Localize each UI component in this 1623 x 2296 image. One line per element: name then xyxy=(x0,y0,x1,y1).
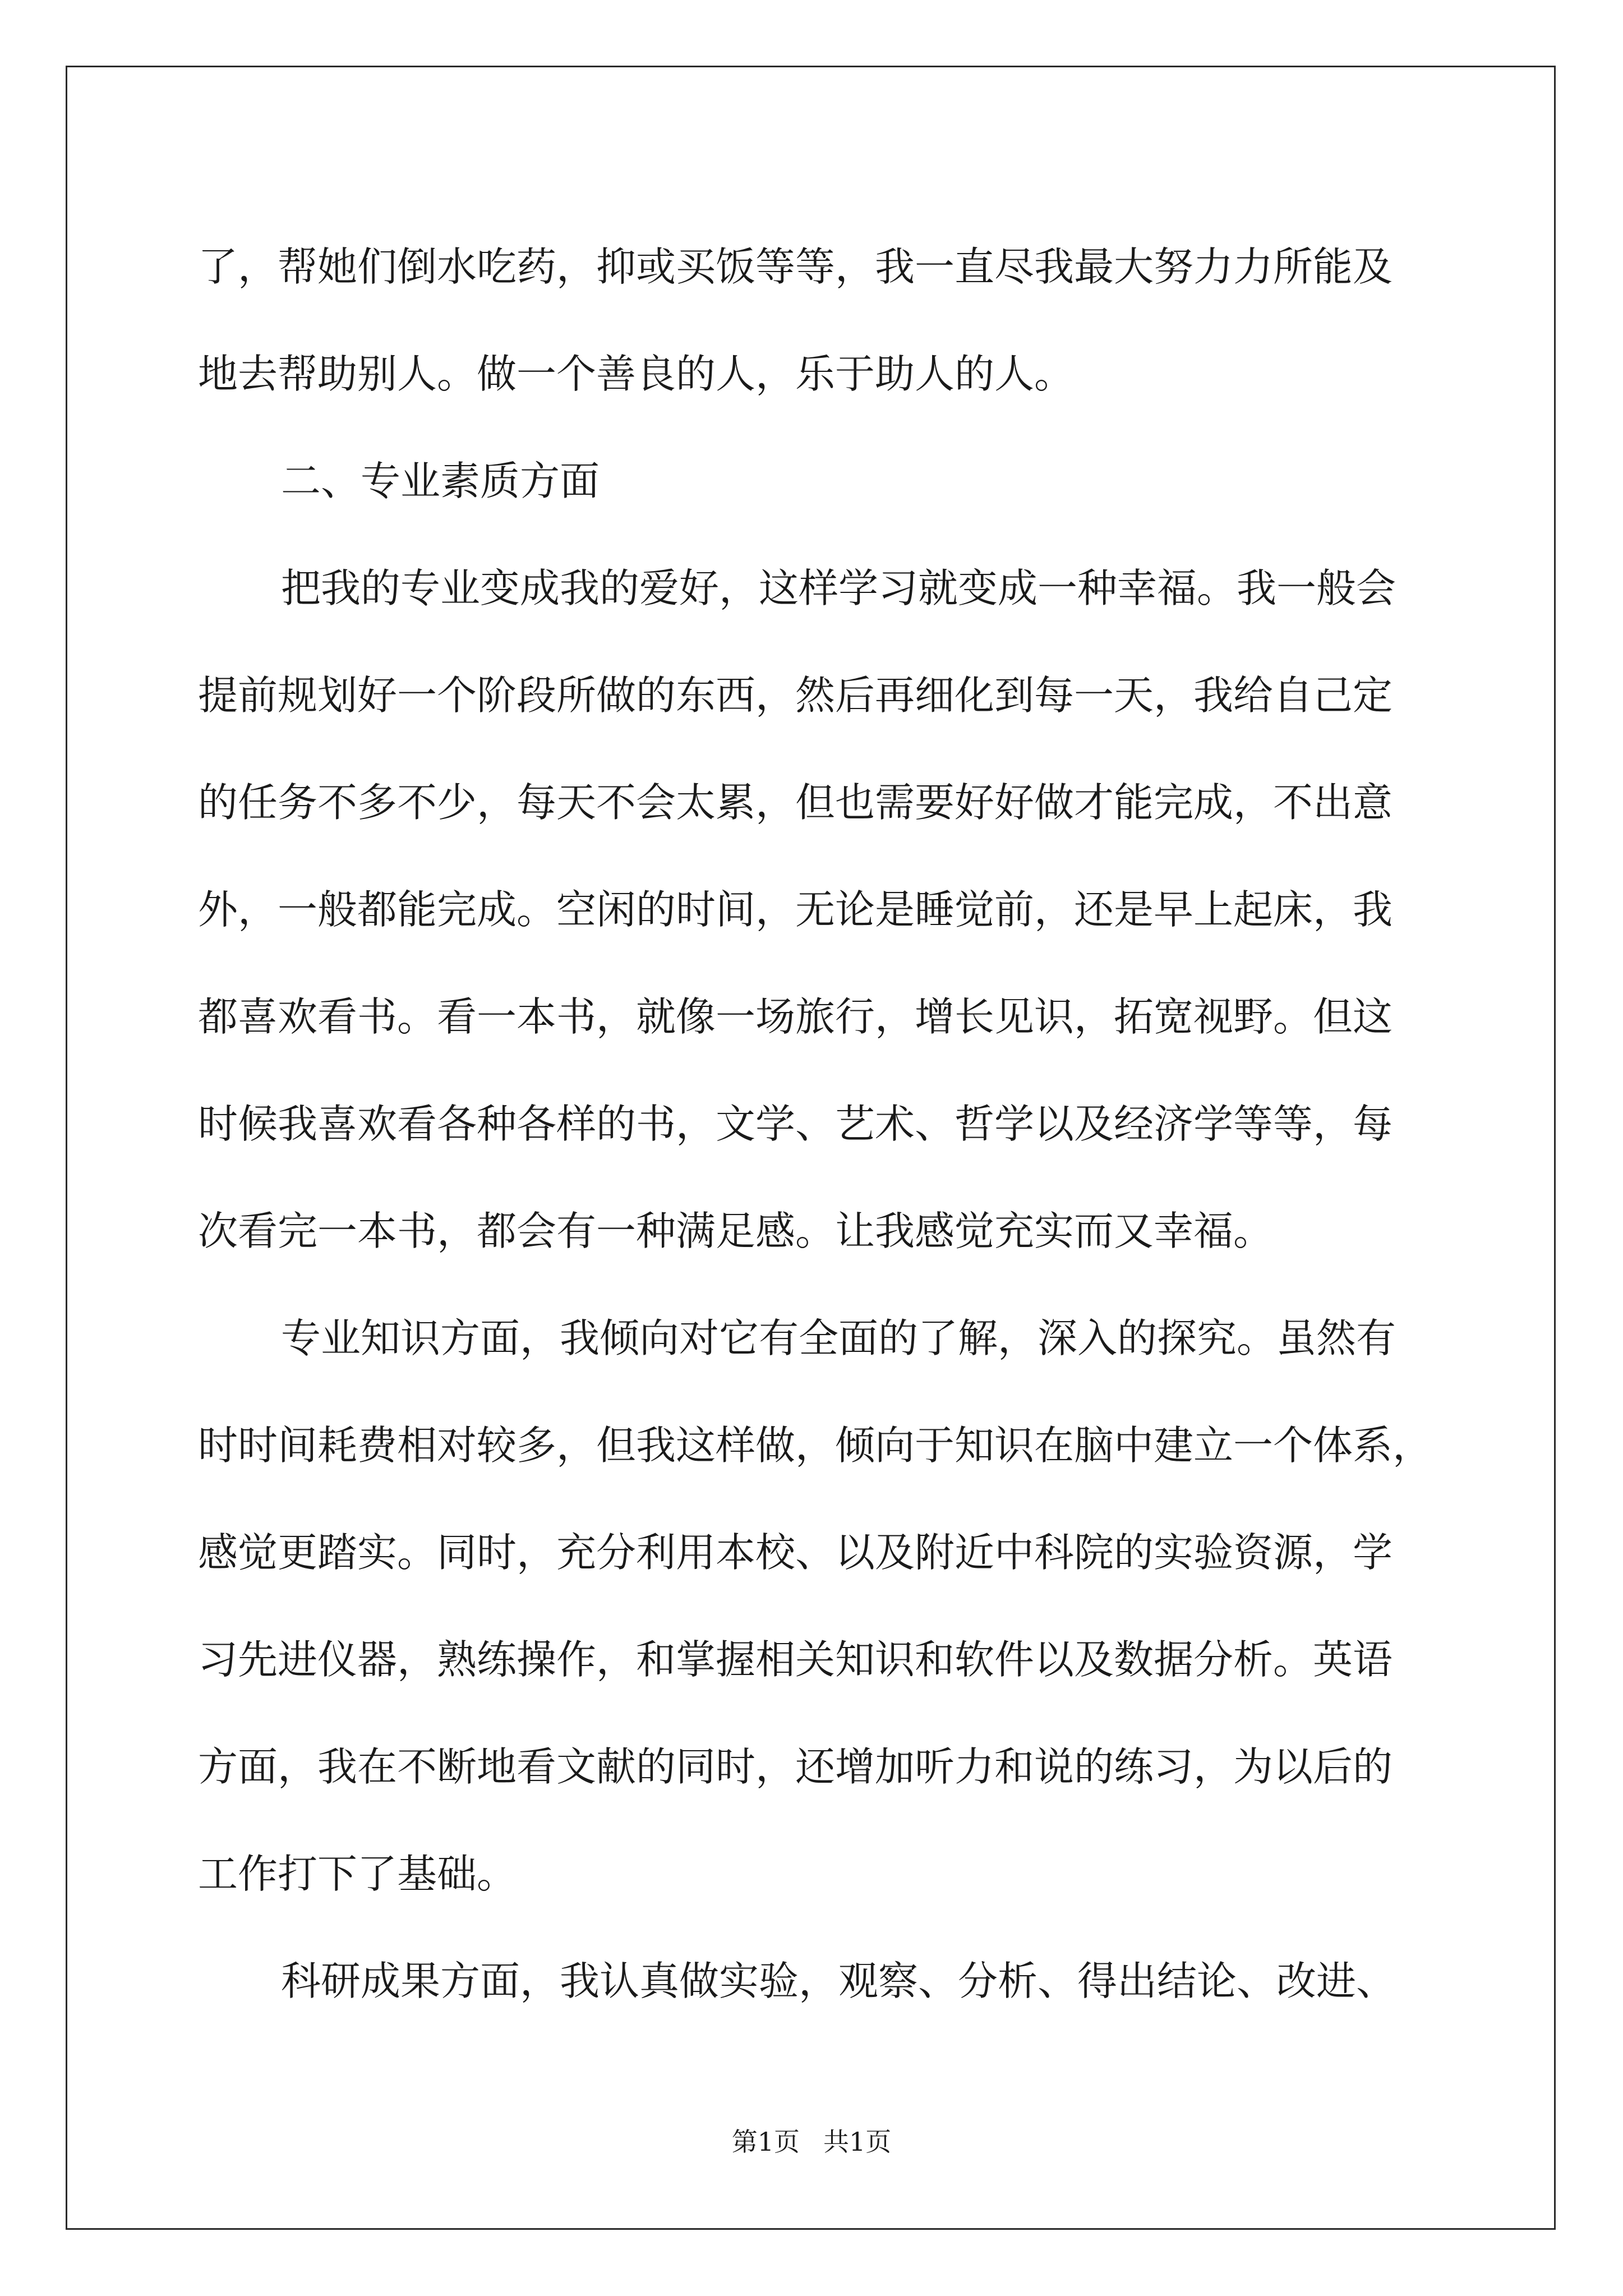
text-line-16: 工作打下了基础。 xyxy=(198,1851,517,1897)
text-line-10: 次看完一本书，都会有一种满足感。让我感觉充实而又幸福。 xyxy=(198,1208,1274,1254)
text-line-1: 了，帮她们倒水吃药，抑或买饭等等，我一直尽我最大努力力所能及 xyxy=(198,243,1393,290)
text-line-9: 时候我喜欢看各种各样的书，文学、艺术、哲学以及经济学等等，每 xyxy=(198,1101,1393,1147)
text-line-11: 专业知识方面，我倾向对它有全面的了解，深入的探究。虽然有 xyxy=(281,1315,1396,1361)
text-line-2: 地去帮助别人。做一个善良的人，乐于助人的人。 xyxy=(198,351,1075,397)
text-line-15: 方面，我在不断地看文献的同时，还增加听力和说的练习，为以后的 xyxy=(198,1743,1393,1790)
page-footer xyxy=(0,2125,1623,2159)
text-line-14: 习先进仪器，熟练操作，和掌握相关知识和软件以及数据分析。英语 xyxy=(198,1636,1393,1683)
page-number: 第1页 xyxy=(731,2127,800,2157)
text-line-13: 感觉更踏实。同时，充分利用本校、以及附近中科院的实验资源，学 xyxy=(198,1529,1393,1576)
document-body xyxy=(198,213,1460,2035)
text-line-4: 把我的专业变成我的爱好，这样学习就变成一种幸福。我一般会 xyxy=(281,565,1396,611)
text-line-8: 都喜欢看书。看一本书，就像一场旅行，增长见识，拓宽视野。但这 xyxy=(198,993,1393,1040)
page-total: 共1页 xyxy=(823,2127,892,2157)
text-line-17: 科研成果方面，我认真做实验，观察、分析、得出结论、改进、 xyxy=(281,1958,1396,2004)
text-line-5: 提前规划好一个阶段所做的东西，然后再细化到每一天，我给自己定 xyxy=(198,672,1393,719)
text-line-7: 外，一般都能完成。空闲的时间，无论是睡觉前，还是早上起床，我 xyxy=(198,886,1393,933)
section-heading: 二、专业素质方面 xyxy=(281,458,600,504)
text-line-6: 的任务不多不少，每天不会太累，但也需要好好做才能完成，不出意 xyxy=(198,779,1393,826)
text-line-12: 时时间耗费相对较多，但我这样做，倾向于知识在脑中建立一个体系， xyxy=(198,1422,1433,1469)
